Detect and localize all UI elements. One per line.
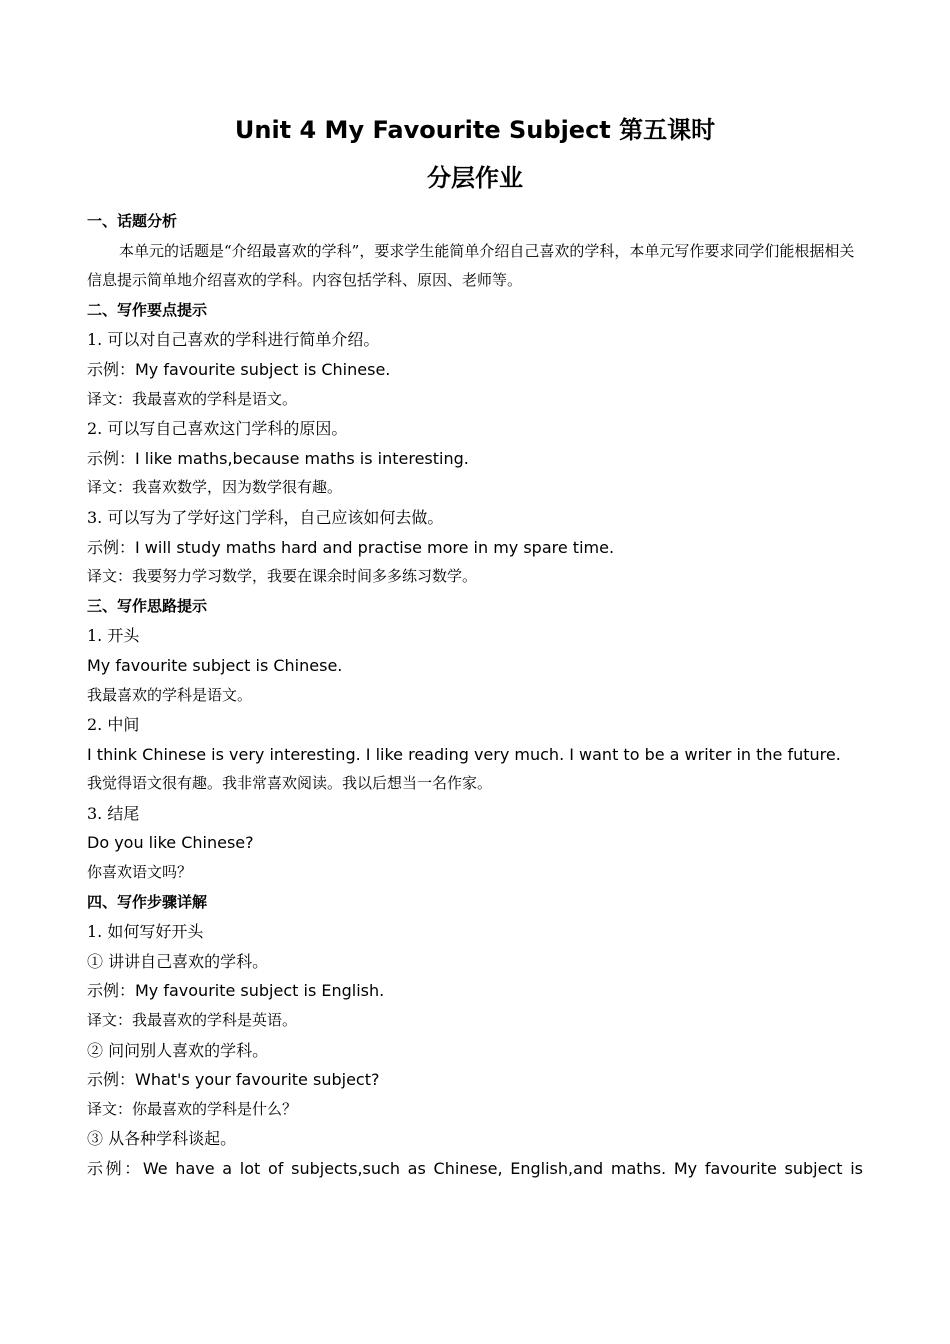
writing-point-1: 1. 可以对自己喜欢的学科进行简单介绍。: [87, 330, 380, 350]
document-title: Unit 4 My Favourite Subject 第五课时: [234, 116, 716, 144]
writing-point-2: 2. 可以写自己喜欢这门学科的原因。: [87, 419, 348, 439]
writing-step-1-item-1-translation: 译文：我最喜欢的学科是英语。: [87, 1011, 298, 1030]
section-heading-writing-ideas: 三、写作思路提示: [87, 596, 208, 615]
document-page: [87, 112, 863, 1184]
writing-step-1-item-3-example: 示例：We have a lot of subjects,such as Chinese, English,and maths. My favourite subject is: [87, 1159, 863, 1178]
writing-idea-3-english: Do you like Chinese?: [87, 833, 254, 853]
section-heading-writing-points: 二、写作要点提示: [87, 300, 208, 319]
writing-point-1-translation: 译文：我最喜欢的学科是语文。: [87, 389, 298, 408]
section-heading-topic-analysis: 一、话题分析: [87, 212, 178, 230]
writing-step-1-item-3: ③ 从各种学科谈起。: [87, 1129, 237, 1149]
writing-idea-2-label: 2. 中间: [87, 715, 140, 735]
document-subtitle: 分层作业: [427, 164, 523, 192]
section-heading-writing-steps: 四、写作步骤详解: [87, 892, 208, 911]
writing-step-1-item-2-translation: 译文：你最喜欢的学科是什么？: [87, 1099, 298, 1118]
writing-point-2-translation: 译文：我喜欢数学，因为数学很有趣。: [87, 478, 343, 497]
writing-point-3-example: 示例：I will study maths hard and practise more in my spare time.: [87, 537, 615, 557]
writing-step-1-item-1-example: 示例：My favourite subject is English.: [87, 981, 385, 1001]
writing-step-1-label: 1. 如何写好开头: [87, 922, 204, 942]
writing-idea-1-chinese: 我最喜欢的学科是语文。: [87, 685, 253, 704]
writing-point-3-translation: 译文：我要努力学习数学，我要在课余时间多多练习数学。: [87, 567, 478, 586]
writing-idea-1-label: 1. 开头: [87, 626, 140, 646]
writing-idea-3-chinese: 你喜欢语文吗？: [87, 863, 193, 882]
writing-idea-2-chinese: 我觉得语文很有趣。我非常喜欢阅读。我以后想当一名作家。: [87, 774, 493, 793]
writing-step-1-item-2: ② 问问别人喜欢的学科。: [87, 1040, 269, 1060]
writing-point-1-example: 示例：My favourite subject is Chinese.: [87, 359, 391, 379]
writing-step-1-item-1: ① 讲讲自己喜欢的学科。: [87, 951, 269, 971]
writing-idea-2-english: I think Chinese is very interesting. I like reading very much. I want to be a writer in the future.: [87, 744, 841, 764]
writing-step-1-item-2-example: 示例：What's your favourite subject?: [87, 1070, 380, 1090]
writing-point-2-example: 示例：I like maths,because maths is interesting.: [87, 448, 469, 468]
topic-analysis-paragraph: 本单元的话题是“介绍最喜欢的学科”，要求学生能简单介绍自己喜欢的学科，本单元写作要求同学们能根据相关信息提示简单地介绍喜欢的学科。内容包括学科、原因、老师等。: [87, 241, 855, 290]
writing-idea-3-label: 3. 结尾: [87, 803, 140, 823]
writing-idea-1-english: My favourite subject is Chinese.: [87, 655, 343, 675]
writing-point-3: 3. 可以写为了学好这门学科，自己应该如何去做。: [87, 507, 444, 527]
